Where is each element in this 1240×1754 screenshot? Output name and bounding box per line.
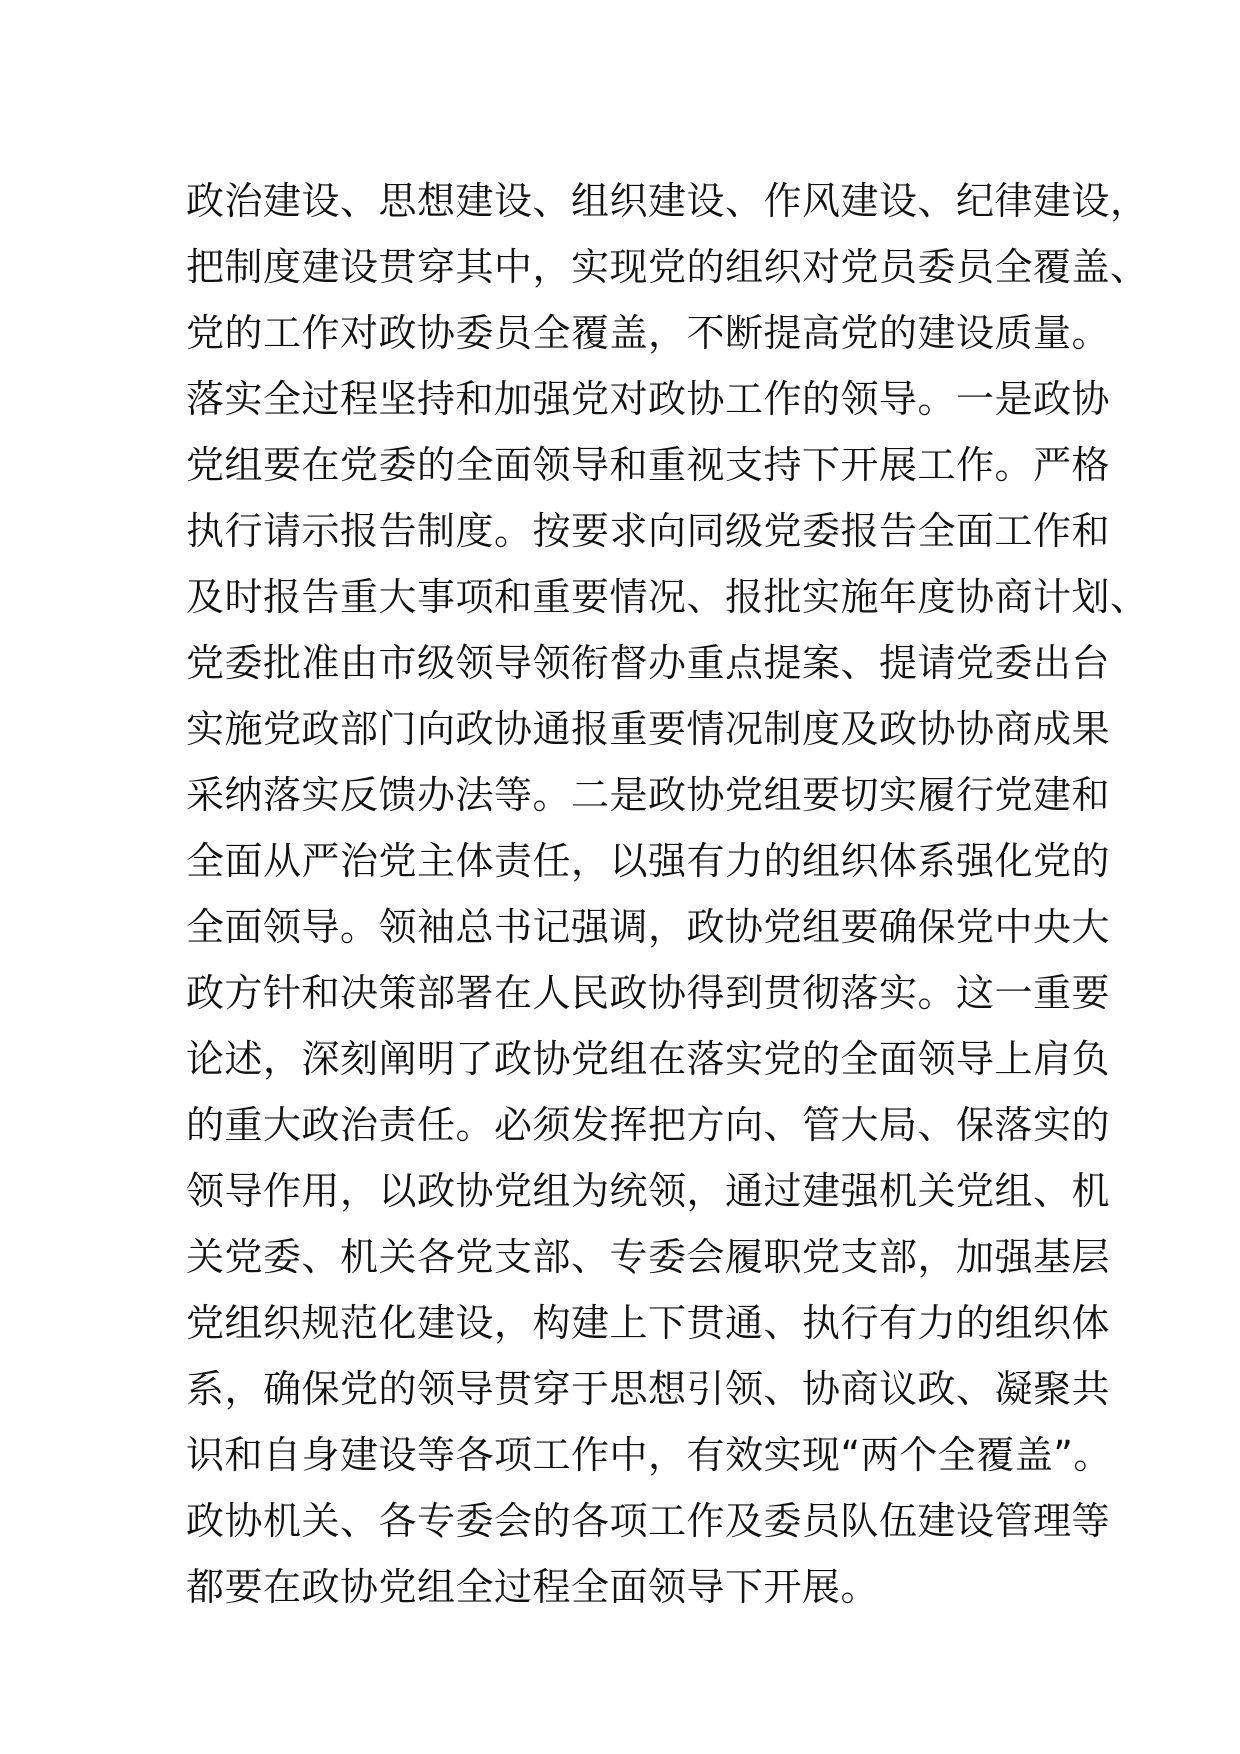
text-line: 关党委、机关各党支部、专委会履职党支部，加强基层 [186, 1235, 1111, 1279]
text-line: 采纳落实反馈办法等。二是政协党组要切实履行党建和 [186, 773, 1111, 817]
text-line: 落实全过程坚持和加强党对政协工作的领导。一是政协 [186, 377, 1111, 421]
text-line: 论述，深刻阐明了政协党组在落实党的全面领导上肩负 [186, 1037, 1111, 1081]
text-line: 党组要在党委的全面领导和重视支持下开展工作。严格 [186, 443, 1111, 487]
text-line: 全面从严治党主体责任，以强有力的组织体系强化党的 [186, 839, 1111, 883]
text-line: 党的工作对政协委员全覆盖，不断提高党的建设质量。 [186, 311, 1111, 355]
body-text [186, 168, 1149, 1620]
text-line: 政方针和决策部署在人民政协得到贯彻落实。这一重要 [186, 971, 1111, 1015]
text-line: 执行请示报告制度。按要求向同级党委报告全面工作和 [186, 509, 1111, 553]
text-line: 政治建设、思想建设、组织建设、作风建设、纪律建设， [186, 179, 1149, 223]
text-line: 全面领导。领袖总书记强调，政协党组要确保党中央大 [186, 905, 1111, 949]
text-line: 识和自身建设等各项工作中，有效实现“两个全覆盖”。 [186, 1433, 1112, 1477]
text-line: 的重大政治责任。必须发挥把方向、管大局、保落实的 [186, 1103, 1111, 1147]
text-line: 及时报告重大事项和重要情况、报批实施年度协商计划、 [186, 575, 1149, 619]
text-line: 系，确保党的领导贯穿于思想引领、协商议政、凝聚共 [186, 1367, 1111, 1411]
text-line: 把制度建设贯穿其中，实现党的组织对党员委员全覆盖、 [186, 245, 1149, 289]
text-line: 都要在政协党组全过程全面领导下开展。 [186, 1565, 880, 1609]
text-line: 党委批准由市级领导领衔督办重点提案、提请党委出台 [186, 641, 1111, 685]
text-line: 实施党政部门向政协通报重要情况制度及政协协商成果 [186, 707, 1111, 751]
text-line: 领导作用，以政协党组为统领，通过建强机关党组、机 [186, 1169, 1111, 1213]
text-line: 政协机关、各专委会的各项工作及委员队伍建设管理等 [186, 1499, 1111, 1543]
text-line: 党组织规范化建设，构建上下贯通、执行有力的组织体 [186, 1301, 1111, 1345]
